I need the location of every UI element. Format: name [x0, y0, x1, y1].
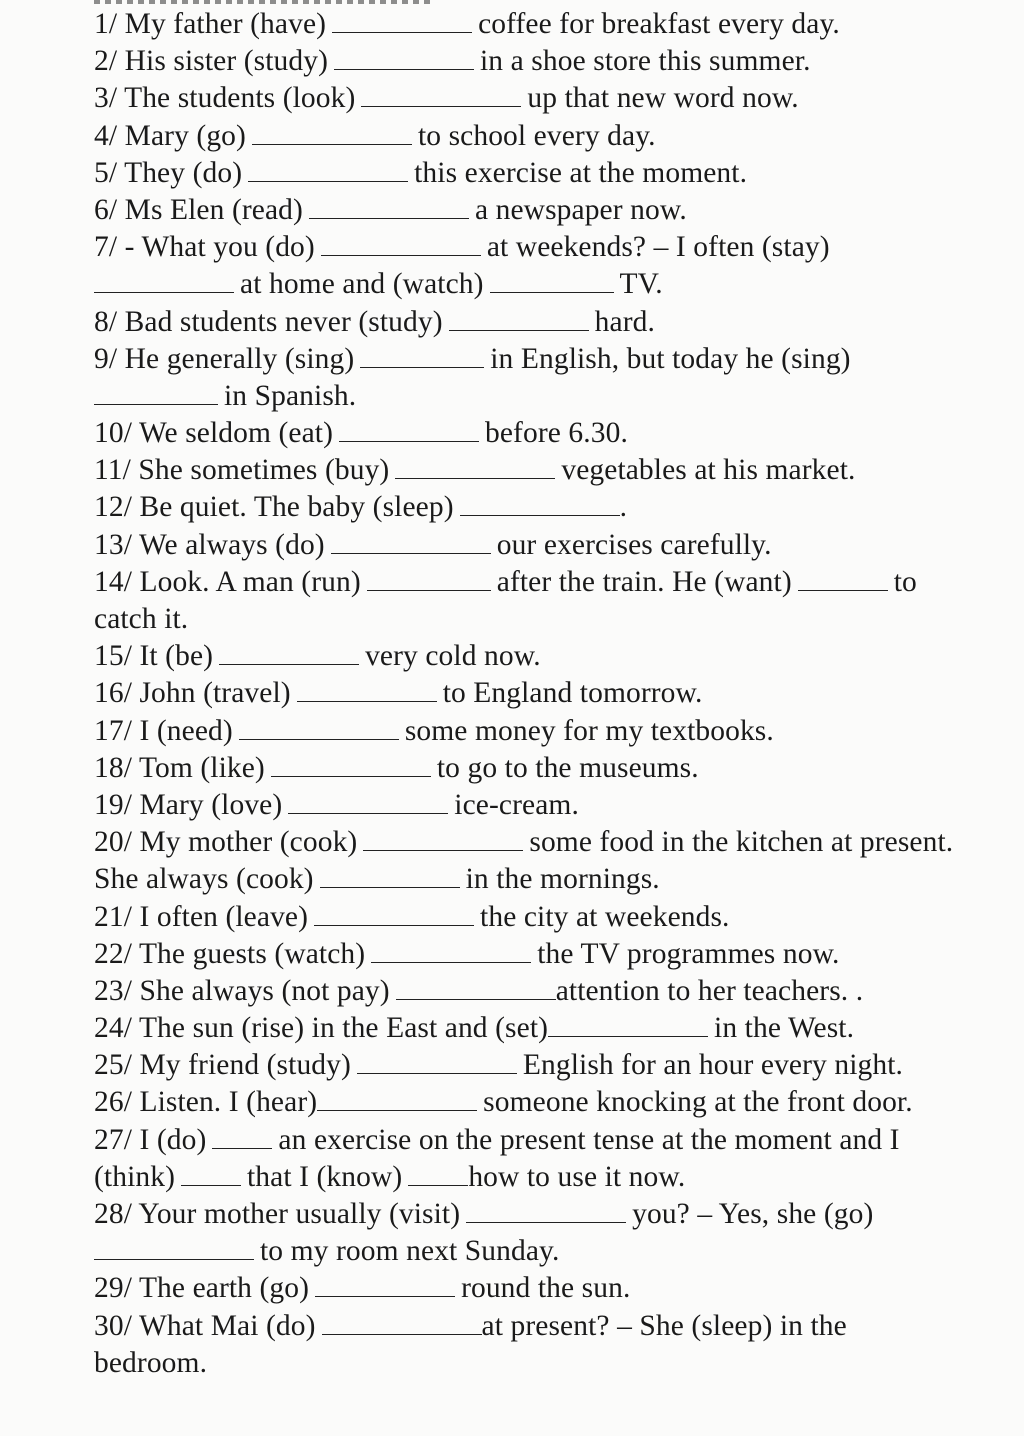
- exercise-text: in a shoe store this summer.: [480, 45, 811, 78]
- exercise-text: to school every day.: [417, 119, 656, 152]
- exercise-line: [94, 1159, 1006, 1196]
- answer-blank[interactable]: [396, 975, 556, 1000]
- exercise-text: our exercises carefully.: [496, 528, 772, 561]
- answer-blank[interactable]: [548, 1012, 708, 1037]
- exercise-line: [94, 489, 1006, 526]
- exercise-text: to go to the museums.: [436, 751, 699, 784]
- answer-blank[interactable]: [331, 529, 491, 554]
- exercise-line: [94, 155, 1006, 192]
- exercise-text: in English, but today he (sing): [490, 342, 851, 375]
- exercise-text: round the sun.: [461, 1272, 631, 1305]
- exercise-text: the TV programmes now.: [537, 937, 840, 970]
- exercise-text: 25/ My friend (study): [94, 1049, 351, 1082]
- exercise-text: bedroom.: [94, 1346, 208, 1379]
- exercise-text: 24/ The sun (rise) in the East and (set): [94, 1012, 549, 1045]
- exercise-line: [94, 266, 1006, 303]
- exercise-text: before 6.30.: [485, 417, 628, 450]
- exercise-text: 27/ I (do): [94, 1123, 207, 1156]
- answer-blank[interactable]: [317, 1086, 477, 1111]
- exercise-text: 26/ Listen. I (hear): [94, 1086, 318, 1119]
- answer-blank[interactable]: [339, 417, 479, 442]
- answer-blank[interactable]: [309, 194, 469, 219]
- exercise-text: 23/ She always (not pay): [94, 974, 390, 1007]
- answer-blank[interactable]: [798, 566, 888, 591]
- exercise-line: [94, 80, 1006, 117]
- answer-blank[interactable]: [466, 1198, 626, 1223]
- exercise-line: [94, 675, 1006, 712]
- exercise-line: [94, 1196, 1006, 1233]
- exercise-text: 14/ Look. A man (run): [94, 565, 361, 598]
- exercise-line: [94, 192, 1006, 229]
- exercise-text: TV.: [619, 268, 663, 301]
- exercise-text: 16/ John (travel): [94, 677, 291, 710]
- exercise-text: you? – Yes, she (go): [632, 1198, 874, 1230]
- exercise-line: [94, 415, 1006, 452]
- exercise-text: ice-cream.: [454, 788, 579, 821]
- exercise-text: after the train. He (want): [496, 565, 792, 598]
- exercise-text: this exercise at the moment.: [414, 156, 748, 189]
- answer-blank[interactable]: [315, 1272, 455, 1297]
- answer-blank[interactable]: [94, 268, 234, 293]
- exercise-line: [94, 1122, 1006, 1159]
- exercise-text: 21/ I often (leave): [94, 900, 309, 933]
- exercise-text: how to use it now.: [468, 1160, 686, 1193]
- exercise-line: [94, 1270, 1006, 1307]
- exercise-text: hard.: [594, 305, 655, 338]
- exercise-text: at home and (watch): [240, 268, 484, 301]
- exercise-line: [94, 1345, 1006, 1382]
- exercise-line: [94, 899, 1006, 936]
- exercise-text: coffee for breakfast every day.: [478, 8, 840, 40]
- exercise-line: [94, 341, 1006, 378]
- exercise-line: [94, 787, 1006, 824]
- exercise-text: at weekends? – I often (stay): [486, 231, 830, 264]
- exercise-line: [94, 638, 1006, 675]
- exercise-line: [94, 750, 1006, 787]
- exercise-text: 18/ Tom (like): [94, 751, 265, 784]
- answer-blank[interactable]: [314, 901, 474, 926]
- exercise-text: an exercise on the present tense at the moment and I: [278, 1123, 900, 1156]
- exercise-line: [94, 564, 1006, 601]
- exercise-text: 10/ We seldom (eat): [94, 417, 334, 450]
- exercise-text: the city at weekends.: [480, 900, 730, 933]
- exercise-text: 7/ - What you (do): [94, 231, 315, 264]
- answer-blank[interactable]: [322, 1310, 482, 1335]
- exercise-text: someone knocking at the front door.: [483, 1086, 913, 1119]
- exercise-text: attention to her teachers. .: [555, 974, 864, 1007]
- exercise-text: in Spanish.: [224, 379, 357, 412]
- exercise-text: 3/ The students (look): [94, 82, 356, 115]
- exercise-line: [94, 1010, 1006, 1047]
- exercise-line: [94, 1084, 1006, 1121]
- cropped-heading-remnant: [94, 0, 434, 4]
- exercise-line: [94, 936, 1006, 973]
- exercise-text: to England tomorrow.: [442, 677, 703, 710]
- exercise-line: [94, 6, 1006, 43]
- exercise-line: [94, 229, 1006, 266]
- exercise-text: very cold now.: [365, 640, 541, 673]
- exercise-text: 12/ Be quiet. The baby (sleep): [94, 491, 454, 524]
- exercise-line: [94, 861, 1006, 898]
- answer-blank[interactable]: [460, 491, 620, 516]
- exercise-text: to my room next Sunday.: [260, 1235, 560, 1268]
- exercise-text: vegetables at his market.: [561, 454, 856, 487]
- answer-blank[interactable]: [449, 306, 589, 331]
- exercise-text: 17/ I (need): [94, 714, 233, 747]
- exercise-text: at present? – She (sleep) in the: [481, 1309, 847, 1342]
- answer-blank[interactable]: [371, 938, 531, 963]
- answer-blank[interactable]: [288, 789, 448, 814]
- exercise-text: 5/ They (do): [94, 156, 243, 189]
- answer-blank[interactable]: [252, 120, 412, 145]
- exercise-text: some money for my textbooks.: [404, 714, 774, 747]
- answer-blank[interactable]: [395, 454, 555, 479]
- exercise-text: She always (cook): [94, 863, 314, 896]
- exercise-line: [94, 452, 1006, 489]
- exercise-line: [94, 527, 1006, 564]
- exercise-text: up that new word now.: [527, 82, 799, 115]
- exercise-line: [94, 1233, 1006, 1270]
- answer-blank[interactable]: [361, 82, 521, 107]
- exercise-text: in the mornings.: [465, 863, 660, 896]
- exercise-text: 30/ What Mai (do): [94, 1309, 316, 1342]
- exercise-text: (think): [94, 1160, 175, 1193]
- exercise-text: 19/ Mary (love): [94, 788, 283, 821]
- answer-blank[interactable]: [271, 752, 431, 777]
- exercise-text: 9/ He generally (sing): [94, 342, 355, 375]
- exercise-line: [94, 378, 1006, 415]
- answer-blank[interactable]: [332, 8, 472, 33]
- exercise-line: [94, 118, 1006, 155]
- exercise-text: catch it.: [94, 603, 189, 635]
- exercise-text: 29/ The earth (go): [94, 1272, 310, 1305]
- exercise-text: 15/ It (be): [94, 640, 214, 673]
- answer-blank[interactable]: [363, 826, 523, 851]
- exercise-text: to: [893, 565, 917, 598]
- answer-blank[interactable]: [181, 1161, 241, 1186]
- exercise-text: 2/ His sister (study): [94, 45, 328, 78]
- exercise-text: some food in the kitchen at present.: [529, 826, 954, 859]
- exercise-text: .: [619, 491, 628, 524]
- answer-blank[interactable]: [357, 1049, 517, 1074]
- exercise-text: English for an hour every night.: [522, 1049, 903, 1082]
- exercise-text: a newspaper now.: [474, 193, 687, 226]
- exercise-line: [94, 973, 1006, 1010]
- exercise-text: 28/ Your mother usually (visit): [94, 1198, 461, 1230]
- answer-blank[interactable]: [408, 1161, 468, 1186]
- answer-blank[interactable]: [94, 1235, 254, 1260]
- exercise-line: [94, 304, 1006, 341]
- exercise-text: 6/ Ms Elen (read): [94, 193, 303, 226]
- answer-blank[interactable]: [239, 715, 399, 740]
- exercise-text: 20/ My mother (cook): [94, 826, 358, 859]
- exercise-text: in the West.: [714, 1012, 855, 1045]
- answer-blank[interactable]: [334, 45, 474, 70]
- exercise-line: [94, 43, 1006, 80]
- answer-blank[interactable]: [367, 566, 491, 591]
- answer-blank[interactable]: [320, 863, 460, 888]
- exercise-line: [94, 1047, 1006, 1084]
- answer-blank[interactable]: [248, 157, 408, 182]
- exercise-list: [94, 6, 1006, 1382]
- answer-blank[interactable]: [212, 1124, 272, 1149]
- exercise-text: 13/ We always (do): [94, 528, 325, 561]
- exercise-line: [94, 1308, 1006, 1345]
- exercise-text: 8/ Bad students never (study): [94, 305, 443, 338]
- answer-blank[interactable]: [321, 231, 481, 256]
- exercise-text: 4/ Mary (go): [94, 119, 246, 152]
- answer-blank[interactable]: [94, 380, 218, 405]
- exercise-text: 22/ The guests (watch): [94, 937, 366, 970]
- exercise-line: [94, 601, 1006, 638]
- exercise-text: 11/ She sometimes (buy): [94, 454, 390, 487]
- exercise-line: [94, 713, 1006, 750]
- answer-blank[interactable]: [360, 343, 484, 368]
- exercise-text: 1/ My father (have): [94, 8, 327, 40]
- answer-blank[interactable]: [219, 640, 359, 665]
- exercise-text: that I (know): [247, 1160, 403, 1193]
- exercise-line: [94, 824, 1006, 861]
- answer-blank[interactable]: [490, 268, 614, 293]
- answer-blank[interactable]: [297, 677, 437, 702]
